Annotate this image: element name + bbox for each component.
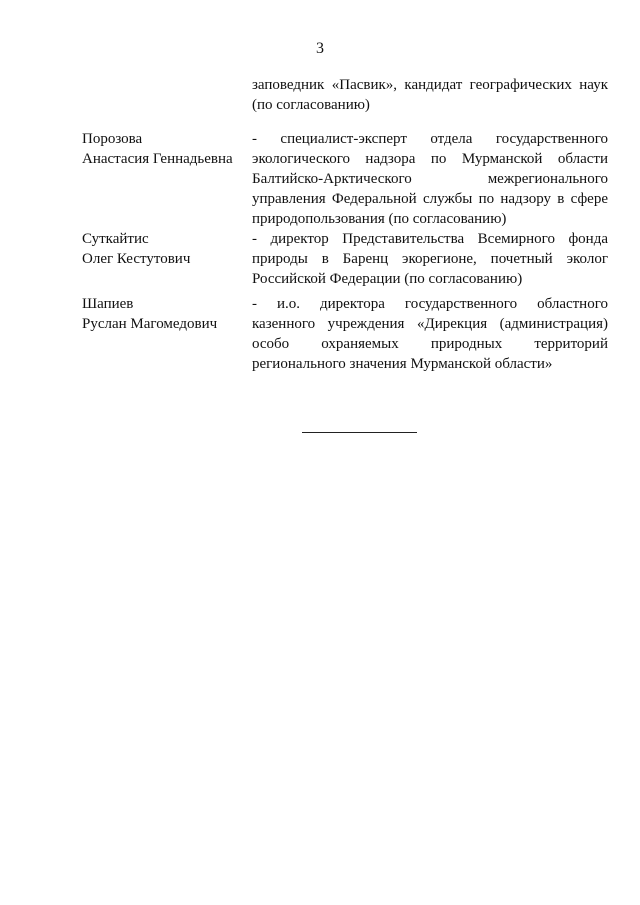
member-description (252, 129, 608, 229)
description-line: казенного учреждения «Дирекция (администрация) (252, 316, 608, 332)
description-line: природопользования (по согласованию) (252, 211, 507, 227)
member-given-names: Олег Кестутович (82, 251, 191, 267)
continuation-text (252, 75, 608, 115)
description-line: - и.о. директора государственного областного (252, 296, 608, 312)
description-line: особо охраняемых природных территорий (252, 336, 608, 352)
member-given-names: Анастасия Геннадьевна (82, 151, 233, 167)
member-name (82, 294, 252, 334)
closing-rule (302, 432, 417, 433)
member-description (252, 294, 608, 374)
member-name (82, 229, 252, 269)
member-given-names: Руслан Магомедович (82, 316, 218, 332)
continuation-line: (по согласованию) (252, 97, 370, 113)
description-line: природы в Баренц экорегионе, почетный эколог (252, 251, 608, 267)
page-number: 3 (316, 40, 324, 57)
member-description (252, 229, 608, 289)
member-surname: Шапиев (82, 296, 134, 312)
member-surname: Порозова (82, 131, 143, 147)
description-line: Балтийско-Арктического межрегионального (252, 171, 608, 187)
description-line: Российской Федерации (по согласованию) (252, 271, 523, 287)
member-surname: Суткайтис (82, 231, 149, 247)
continuation-line: заповедник «Пасвик», кандидат географических наук (252, 77, 608, 93)
description-line: - специалист-эксперт отдела государственного (252, 131, 608, 147)
description-line: экологического надзора по Мурманской области (252, 151, 608, 167)
description-line: регионального значения Мурманской области» (252, 356, 553, 372)
description-line: управления Федеральной службы по надзору в сфере (252, 191, 608, 207)
description-line: - директор Представительства Всемирного фонда (252, 231, 608, 247)
member-name (82, 129, 252, 169)
